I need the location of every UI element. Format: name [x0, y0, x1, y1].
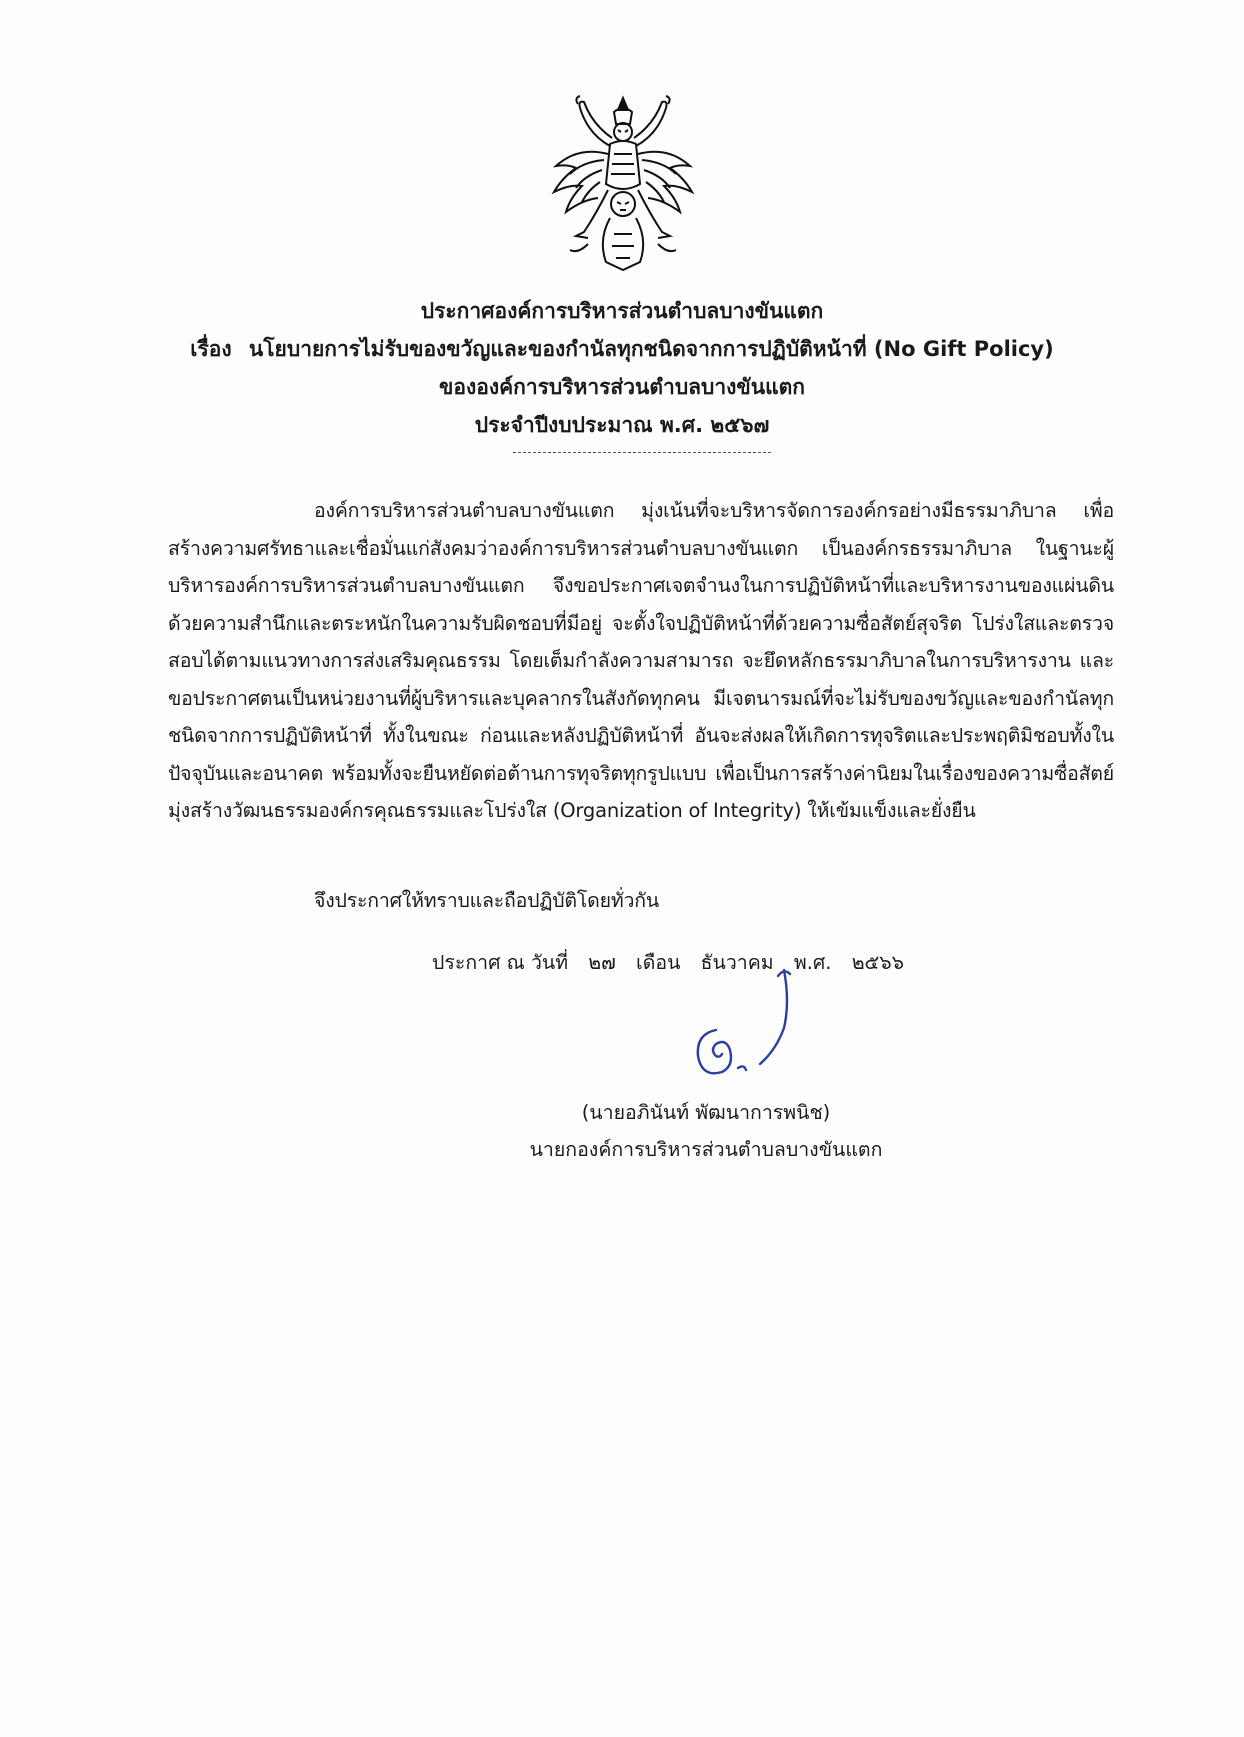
date-year: ๒๕๖๖ — [851, 951, 905, 974]
garuda-emblem — [548, 94, 698, 274]
date-year-label: พ.ศ. — [793, 951, 832, 974]
header-divider — [513, 452, 771, 453]
date-day: ๒๗ — [588, 951, 616, 974]
subject-text: นโยบายการไม่รับของขวัญและของกำนัลทุกชนิดจากการปฏิบัติหน้าที่ (No Gift Policy) — [248, 337, 1054, 361]
signatory-name: (นายอภินันท์ พัฒนาการพนิช) — [581, 1101, 831, 1124]
signatory-title: นายกองค์การบริหารส่วนตำบลบางขันแตก — [529, 1138, 883, 1161]
body-paragraph: องค์การบริหารส่วนตำบลบางขันแตก มุ่งเน้นที่จะบริหารจัดการองค์กรอย่างมีธรรมาภิบาล เพื่อสร้างความศรัทธาและเชื่อมั่นแก่สังคมว่าองค์การบริหารส่วนตำบลบางขันแตก เป็นองค์กรธรรมาภิบาล ในฐานะผู้บริหารองค์การบริหารส่วนตำบลบางขันแตก จึงขอประกาศเจตจำนงในการปฏิบัติหน้าที่และบริหารงานของแผ่นดิน ด้วยความสำนึกและตระหนักในความรับผิดชอบที่มีอยู่ จะตั้งใจปฏิบัติหน้าที่ด้วยความซื่อสัตย์สุจริต โปร่งใสและตรวจสอบได้ตามแนวทางการส่งเสริมคุณธรรม โดยเต็มกำลังความสามารถ จะยึดหลักธรรมาภิบาลในการบริหารงาน และขอประกาศตนเป็นหน่วยงานที่ผู้บริหารและบุคลากรในสังกัดทุกคน มีเจตนารมณ์ที่จะไม่รับของขวัญและของกำนัลทุกชนิดจากการปฏิบัติหน้าที่ ทั้งในขณะ ก่อนและหลังปฏิบัติหน้าที่ อันจะส่งผลให้เกิดการทุจริตและประพฤติมิชอบทั้งในปัจจุบันและอนาคต พร้อมทั้งจะยืนหยัดต่อต้านการทุจริตทุกรูปแบบ เพื่อเป็นการสร้างค่านิยมในเรื่องของความซื่อสัตย์ มุ่งสร้างวัฒนธรรมองค์กรคุณธรรมและโปร่งใส (Organization of Integrity) ให้เข้มแข็งและยั่งยืน — [168, 499, 1114, 822]
date-prefix: ประกาศ ณ วันที่ — [432, 951, 569, 974]
announcement-fiscal-year: ประจำปีงบประมาณ พ.ศ. ๒๕๖๗ — [474, 413, 770, 437]
handwritten-signature — [680, 958, 820, 1088]
date-month-label: เดือน — [636, 951, 681, 974]
closing-paragraph: จึงประกาศให้ทราบและถือปฏิบัติโดยทั่วกัน — [314, 889, 659, 912]
announcement-title: ประกาศองค์การบริหารส่วนตำบลบางขันแตก — [420, 299, 824, 323]
announcement-date — [432, 944, 918, 982]
subject-label: เรื่อง — [190, 337, 232, 361]
date-month: ธันวาคม — [700, 951, 774, 974]
announcement-organization: ขององค์การบริหารส่วนตำบลบางขันแตก — [438, 375, 805, 399]
announcement-subject — [0, 330, 1244, 368]
